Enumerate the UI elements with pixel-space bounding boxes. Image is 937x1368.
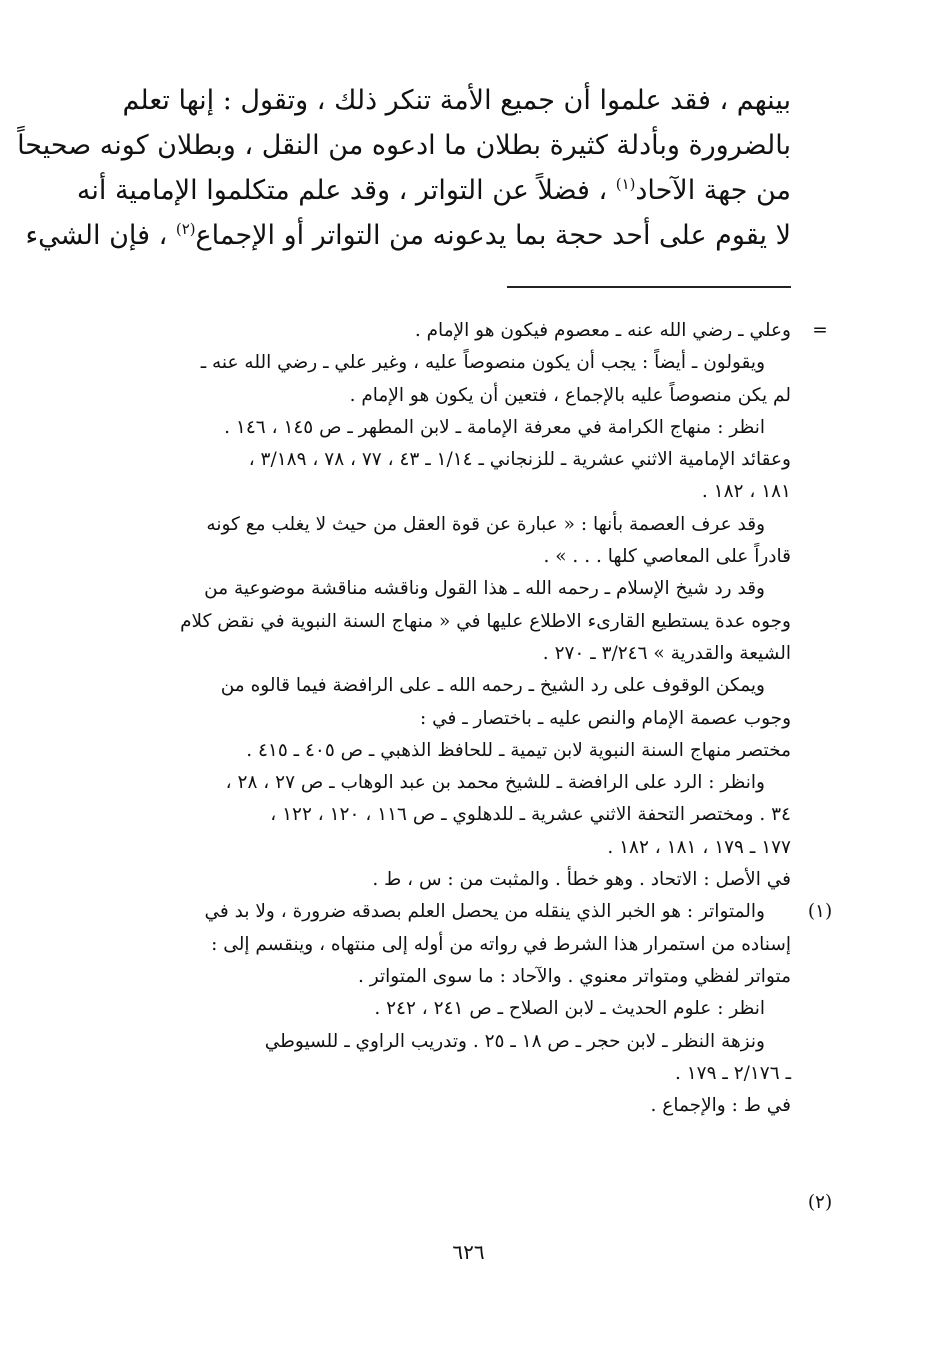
footnote-line: مختصر منهاج السنة النبوية لابن تيمية ـ للحافظ الذهبي ـ ص ٤٠٥ ـ ٤١٥ . (246, 739, 791, 761)
main-line-segment: ، فإن الشيء (25, 220, 176, 251)
page-number: ٦٢٦ (452, 1240, 485, 1264)
footnote-ref-1[interactable]: (١) (615, 175, 636, 193)
footnote-line: وقد رد شيخ الإسلام ـ رحمه الله ـ هذا القول وناقشه مناقشة موضوعية من (204, 578, 765, 600)
main-line: بينهم ، فقد علموا أن جميع الأمة تنكر ذلك ، وتقول : إنها تعلم (122, 85, 791, 116)
continuation-marker: = (812, 320, 828, 341)
footnote-line: الشيعة والقدرية » ٣/٢٤٦ ـ ٢٧٠ . (542, 642, 791, 664)
main-line-segment: لا يقوم على أحد حجة بما يدعونه من التواتر أو الإجماع (195, 220, 791, 251)
footnote-line: ١٨١ ، ١٨٢ . (701, 481, 791, 503)
main-line-segment: ، فضلاً عن التواتر ، وقد علم متكلموا الإمامية أنه (76, 175, 616, 206)
main-line-segment: من جهة الآحاد (635, 175, 791, 206)
footnote-line: ويمكن الوقوف على رد الشيخ ـ رحمه الله ـ على الرافضة فيما قالوه من (220, 675, 765, 697)
footnote-line: والمتواتر : هو الخبر الذي ينقله من يحصل العلم بصدقه ضرورة ، ولا بد في (204, 901, 765, 923)
main-text (17, 78, 791, 258)
footnote-line: وجوب عصمة الإمام والنص عليه ـ باختصار ـ في : (419, 707, 791, 729)
main-line: بالضرورة وبأدلة كثيرة بطلان ما ادعوه من النقل ، وبطلان كونه صحيحاً (17, 130, 791, 161)
footnote-line: وانظر : الرد على الرافضة ـ للشيخ محمد بن عبد الوهاب ـ ص ٢٧ ، ٢٨ ، (225, 772, 765, 794)
footnote-line: ٣٤ . ومختصر التحفة الاثني عشرية ـ للدهلوي ـ ص ١١٦ ، ١٢٠ ، ١٢٢ ، (270, 804, 791, 826)
footnote-line: ونزهة النظر ـ لابن حجر ـ ص ١٨ ـ ٢٥ . وتدريب الراوي ـ للسيوطي (264, 1030, 765, 1052)
footnote-line: لم يكن منصوصاً عليه بالإجماع ، فتعين أن يكون هو الإمام . (349, 384, 791, 406)
footnote-line: إسناده من استمرار هذا الشرط في رواته من أوله إلى منتهاه ، وينقسم إلى : (211, 933, 791, 955)
footnote-marker-1: (١) (807, 901, 833, 922)
footnote-line: وقد عرف العصمة بأنها : « عبارة عن قوة العقل من حيث لا يغلب مع كونه (206, 513, 765, 535)
footnote-line: في ط : والإجماع . (650, 1095, 791, 1117)
footnote-line: قادراً على المعاصي كلها . . . » . (543, 546, 791, 568)
footnote-line: متواتر لفظي ومتواتر معنوي . والآحاد : ما سوى المتواتر . (358, 965, 791, 987)
footnotes (91, 315, 833, 1213)
footnote-line: انظر : علوم الحديث ـ لابن الصلاح ـ ص ٢٤١ ، ٢٤٢ . (374, 998, 765, 1020)
main-line (25, 213, 791, 258)
footnote-divider (507, 286, 791, 288)
footnote-line: انظر : منهاج الكرامة في معرفة الإمامة ـ لابن المطهر ـ ص ١٤٥ ، ١٤٦ . (224, 416, 765, 438)
footnote-line: ١٧٧ ـ ١٧٩ ، ١٨١ ، ١٨٢ . (607, 836, 791, 858)
footnote-line: ويقولون ـ أيضاً : يجب أن يكون منصوصاً عليه ، وغير علي ـ رضي الله عنه ـ (200, 352, 765, 374)
footnote-line: وجوه عدة يستطيع القارىء الاطلاع عليها في « منهاج السنة النبوية في نقض كلام (180, 610, 791, 632)
footnote-line: ـ ٢/١٧٦ ـ ١٧٩ . (674, 1062, 791, 1084)
footnote-marker-2: (٢) (807, 1192, 833, 1213)
footnote-line: وعلي ـ رضي الله عنه ـ معصوم فيكون هو الإمام . (414, 320, 791, 341)
main-line (76, 168, 791, 213)
footnote-line: في الأصل : الاتحاد . وهو خطأ . والمثبت من : س ، ط . (372, 869, 791, 891)
footnote-ref-2[interactable]: (٢) (175, 220, 196, 238)
footnote-line: وعقائد الإمامية الاثني عشرية ـ للزنجاني ـ ١/١٤ ـ ٤٣ ، ٧٧ ، ٧٨ ، ٣/١٨٩ ، (248, 449, 791, 471)
